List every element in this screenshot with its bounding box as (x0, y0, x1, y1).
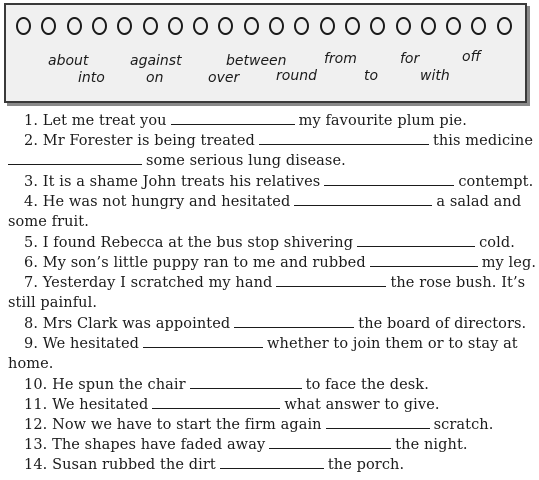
answer-blank[interactable] (220, 458, 324, 469)
sentence-4-cont (8, 214, 89, 230)
answer-blank[interactable] (357, 236, 475, 247)
binder-ring-icon (396, 17, 411, 35)
sentence-7 (24, 275, 525, 291)
sentence-text: 12. Now we have to start the firm again (24, 417, 322, 433)
sentence-text: 13. The shapes have faded away (24, 437, 266, 453)
word-box (4, 3, 527, 103)
sentence-text: the rose bush. It’s (390, 275, 526, 291)
binder-ring-icon (193, 17, 208, 35)
binder-ring-icon (421, 17, 436, 35)
sentence-text: the porch. (327, 457, 405, 473)
answer-blank[interactable] (143, 337, 263, 348)
binder-ring-icon (92, 17, 107, 35)
sentence-text: a salad and (436, 194, 522, 210)
answer-blank[interactable] (259, 134, 429, 145)
word-between: between (226, 53, 287, 69)
sentence-13 (24, 437, 468, 453)
sentence-text: still painful. (8, 295, 98, 311)
sentence-3 (24, 174, 533, 190)
answer-blank[interactable] (294, 195, 432, 206)
sentence-11 (24, 397, 440, 413)
word-off: off (462, 49, 481, 65)
sentence-text: 6. My son’s little puppy ran to me and rubbed (24, 255, 366, 271)
binder-ring-icon (168, 17, 183, 35)
answer-blank[interactable] (324, 175, 454, 186)
sentence-text: the board of directors. (358, 316, 527, 332)
answer-blank[interactable] (370, 256, 478, 267)
binder-ring-icon (446, 17, 461, 35)
sentence-text: some fruit. (8, 214, 89, 230)
sentence-4 (24, 194, 521, 210)
sentence-text: some serious lung disease. (146, 153, 346, 169)
binder-ring-icon (218, 17, 233, 35)
word-about: about (48, 53, 89, 69)
sentence-14 (24, 457, 404, 473)
sentence-text: 11. We hesitated (24, 397, 149, 413)
sentence-text: 9. We hesitated (24, 336, 140, 352)
binder-ring-icon (244, 17, 259, 35)
word-round: round (276, 68, 317, 84)
sentence-9-cont (8, 356, 54, 372)
sentence-text: my favourite plum pie. (298, 113, 467, 129)
word-into: into (78, 70, 105, 86)
sentence-text: to face the desk. (305, 377, 429, 393)
binder-ring-icon (41, 17, 56, 35)
binder-ring-icon (497, 17, 512, 35)
binder-ring-icon (16, 17, 31, 35)
sentence-text: 5. I found Rebecca at the bus stop shivering (24, 235, 354, 251)
sentence-text: my leg. (481, 255, 537, 271)
word-over: over (208, 70, 240, 86)
sentence-10 (24, 377, 429, 393)
answer-blank[interactable] (326, 418, 430, 429)
sentence-text: 10. He spun the chair (24, 377, 186, 393)
sentence-text: 3. It is a shame John treats his relatives (24, 174, 321, 190)
binder-ring-icon (320, 17, 335, 35)
binder-ring-icon (143, 17, 158, 35)
binder-ring-icon (117, 17, 132, 35)
sentence-text: cold. (479, 235, 515, 251)
sentence-2-cont (8, 153, 346, 169)
word-against: against (130, 53, 182, 69)
sentence-5 (24, 235, 515, 251)
sentence-text: 4. He was not hungry and hesitated (24, 194, 291, 210)
binder-ring-icon (370, 17, 385, 35)
sentence-text: 1. Let me treat you (24, 113, 167, 129)
binder-ring-icon (471, 17, 486, 35)
sentence-7-cont (8, 295, 97, 311)
sentence-9 (24, 336, 518, 352)
binder-ring-icon (294, 17, 309, 35)
word-on: on (146, 70, 164, 86)
sentence-8 (24, 316, 526, 332)
answer-blank[interactable] (269, 438, 391, 449)
sentence-text: 8. Mrs Clark was appointed (24, 316, 231, 332)
sentence-1 (24, 113, 467, 129)
sentence-text: what answer to give. (284, 397, 440, 413)
answer-blank[interactable] (276, 276, 386, 287)
sentence-6 (24, 255, 536, 271)
sentence-2 (24, 133, 533, 149)
sentence-text: scratch. (433, 417, 494, 433)
binder-ring-icon (67, 17, 82, 35)
sentence-text: this medicine (432, 133, 534, 149)
answer-blank[interactable] (190, 378, 302, 389)
sentence-text: 2. Mr Forester is being treated (24, 133, 255, 149)
word-for: for (400, 51, 420, 67)
word-from: from (324, 51, 357, 67)
binder-rings (16, 17, 516, 35)
sentence-text: contempt. (458, 174, 534, 190)
answer-blank[interactable] (8, 154, 142, 165)
answer-blank[interactable] (234, 317, 354, 328)
sentence-text: the night. (395, 437, 468, 453)
sentence-12 (24, 417, 493, 433)
word-with: with (420, 68, 450, 84)
sentence-text: 7. Yesterday I scratched my hand (24, 275, 273, 291)
answer-blank[interactable] (152, 398, 280, 409)
binder-ring-icon (269, 17, 284, 35)
sentence-text: whether to join them or to stay at (267, 336, 518, 352)
answer-blank[interactable] (171, 114, 295, 125)
word-to: to (364, 68, 379, 84)
sentence-text: 14. Susan rubbed the dirt (24, 457, 216, 473)
binder-ring-icon (345, 17, 360, 35)
sentence-text: home. (8, 356, 54, 372)
